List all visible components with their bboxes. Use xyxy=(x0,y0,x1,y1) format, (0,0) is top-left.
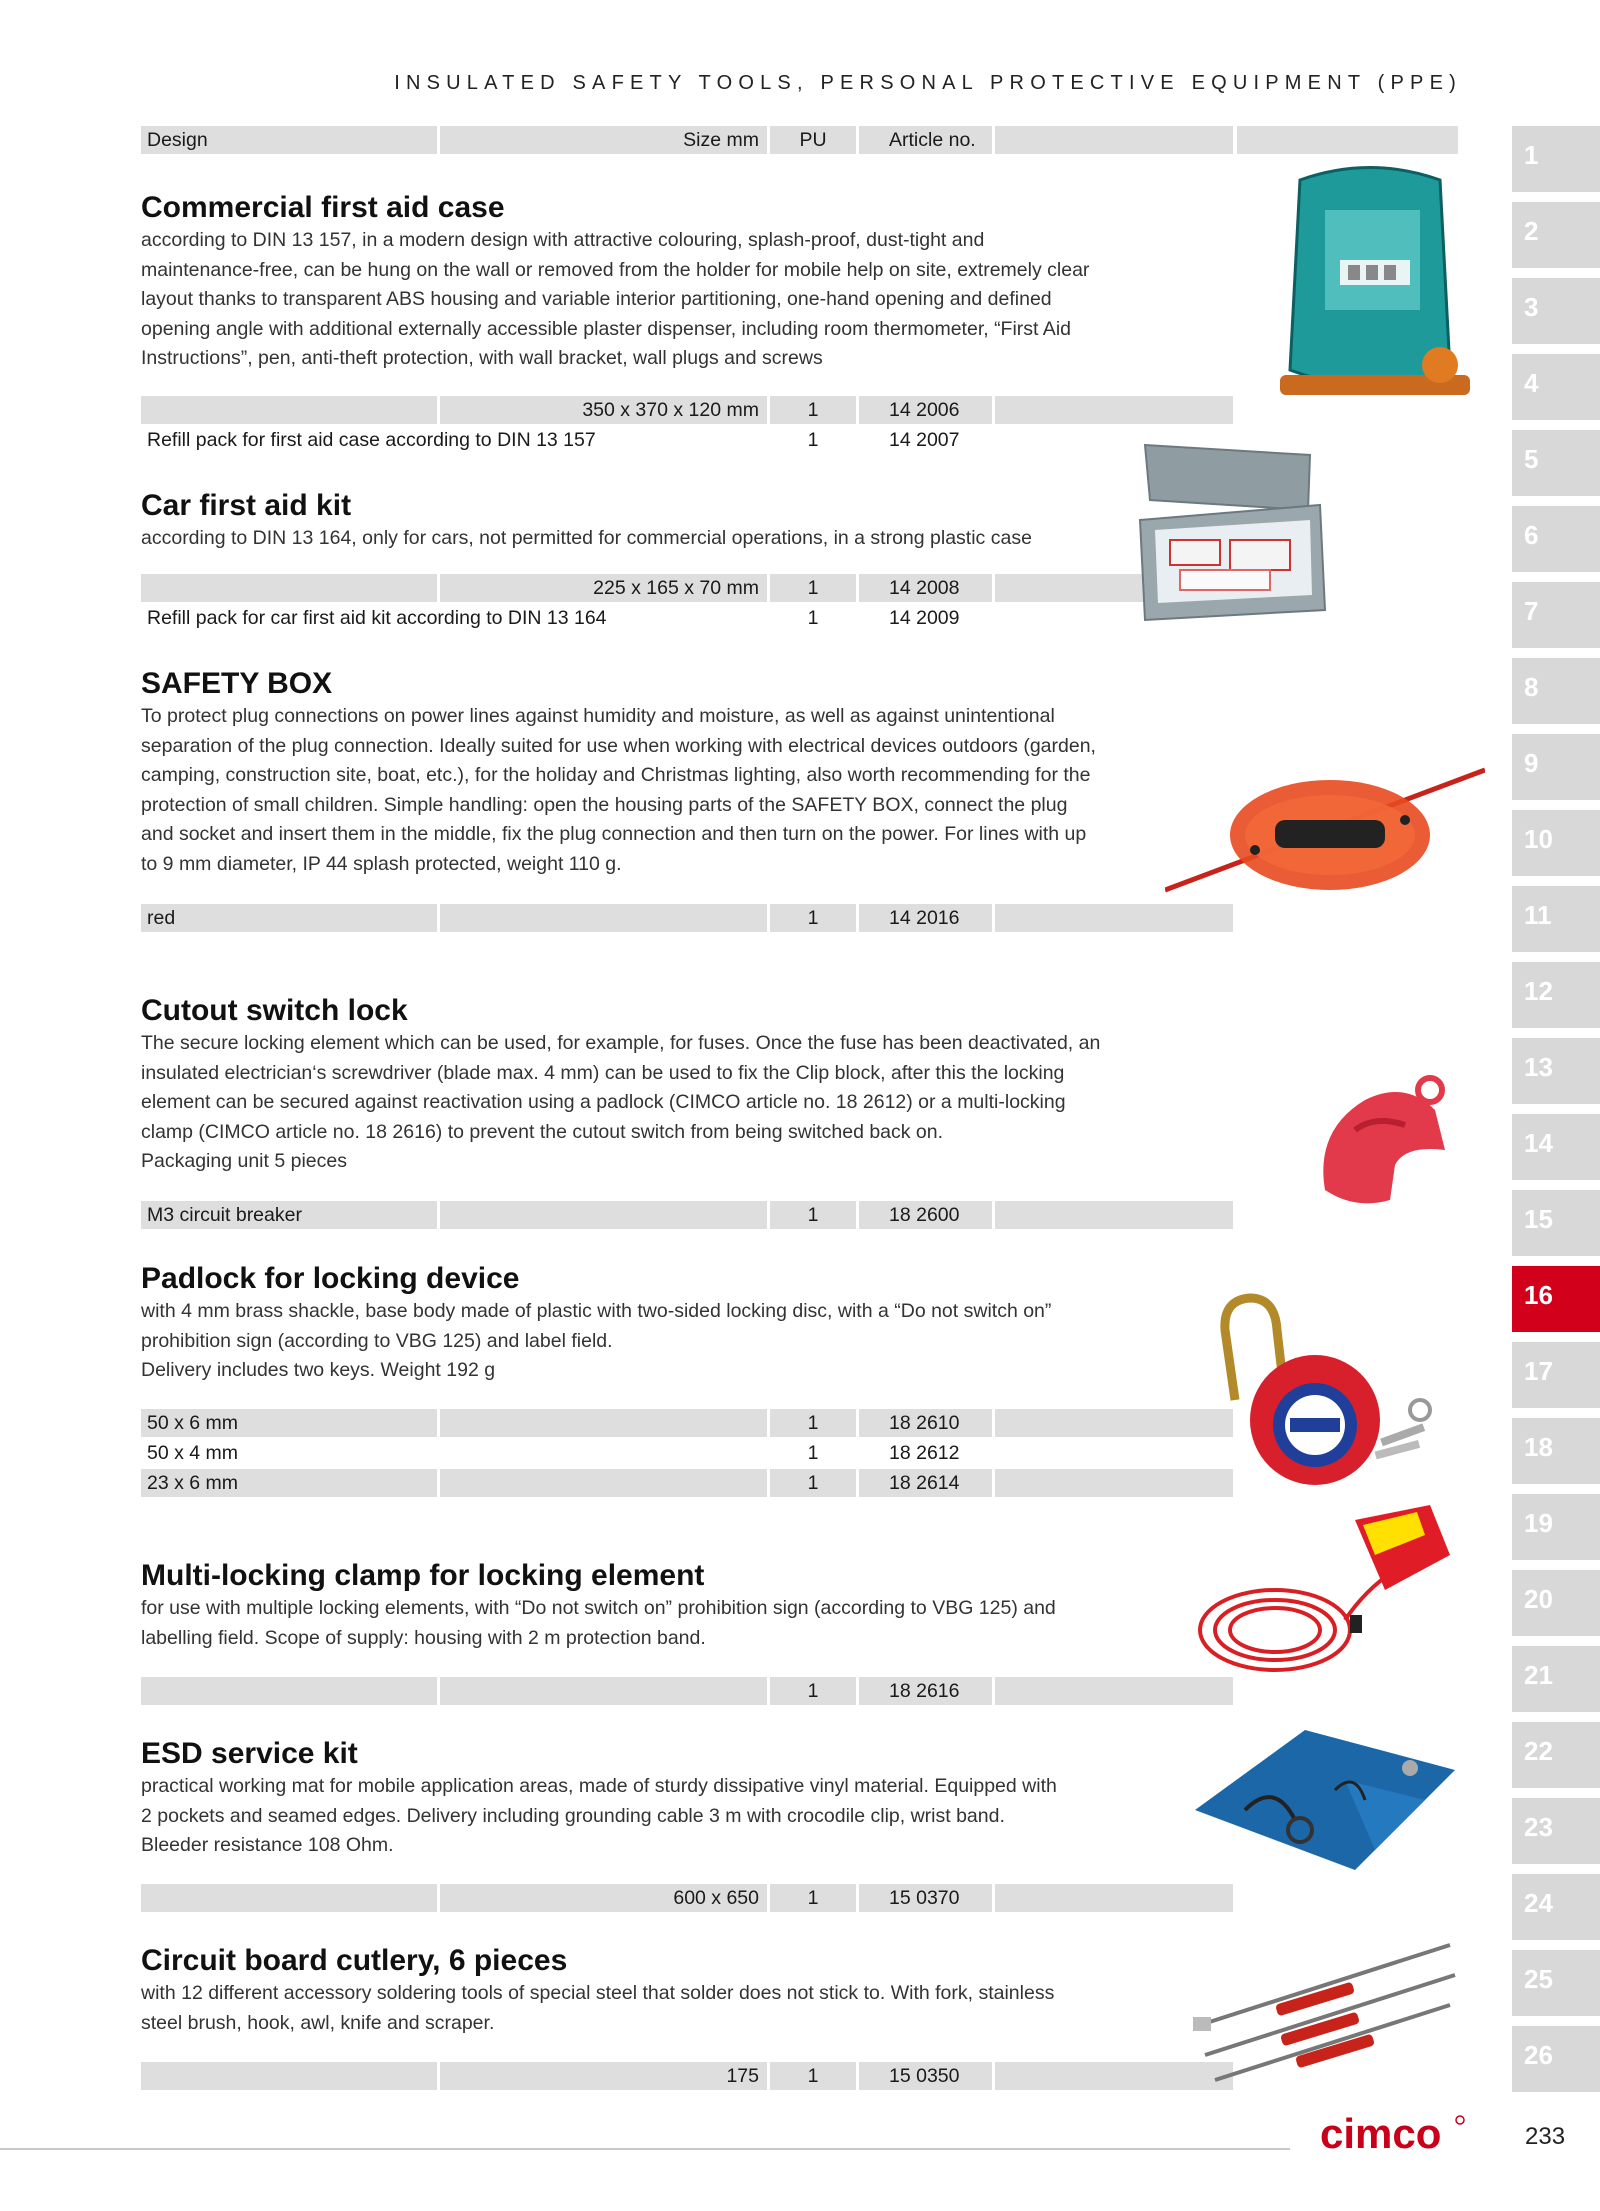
product-title: SAFETY BOX xyxy=(141,667,333,700)
chapter-tab-24[interactable]: 24 xyxy=(1512,1874,1600,1940)
cell-design: Refill pack for first aid case according to DIN 13 157 xyxy=(147,429,596,451)
product-title: Circuit board cutlery, 6 pieces xyxy=(141,1944,568,1977)
product-description: according to DIN 13 157, in a modern design with attractive colouring, splash-proof, dust-tight and maintenance-free, can be hung on the wall or removed from the holder for mobile help on site, extremely clear layout thanks to transparent ABS housing and variable interior partitioning, one-hand opening and defined opening angle with additional externally accessible plaster dispenser, including room thermometer, “First Aid Instructions”, pen, anti-theft protection, with wall bracket, wall plugs and screws xyxy=(141,229,1090,370)
product-table xyxy=(141,1201,1093,1231)
product-description-extra: Delivery includes two keys. Weight 192 g xyxy=(141,1359,496,1382)
table-row xyxy=(141,396,1093,426)
product-section-padlock xyxy=(141,1261,1101,1386)
product-table xyxy=(141,1409,1093,1499)
cell-pu: 1 xyxy=(770,1201,856,1229)
chapter-tab-23[interactable]: 23 xyxy=(1512,1798,1600,1864)
column-pu: PU xyxy=(770,126,856,154)
cell-pu: 1 xyxy=(770,1409,856,1437)
cell-size: 175 xyxy=(440,2062,767,2090)
cell-blank xyxy=(995,1469,1233,1497)
product-table xyxy=(141,574,1093,634)
product-section-cutout-switch-lock xyxy=(141,993,1101,1177)
cell-design: red xyxy=(141,904,437,932)
cell-size xyxy=(440,1201,767,1229)
chapter-tab-2[interactable]: 2 xyxy=(1512,202,1600,268)
cell-pu: 1 xyxy=(770,574,856,602)
cell-pu: 1 xyxy=(807,429,819,451)
cell-blank xyxy=(995,1409,1233,1437)
table-row xyxy=(141,604,1093,634)
table-row xyxy=(141,1884,1093,1914)
cell-design: Refill pack for car first aid kit according to DIN 13 164 xyxy=(147,607,607,629)
cell-design: 50 x 4 mm xyxy=(147,1442,239,1464)
chapter-tab-26[interactable]: 26 xyxy=(1512,2026,1600,2092)
cimco-logo xyxy=(1320,2110,1470,2160)
cell-pu: 1 xyxy=(807,1442,819,1464)
product-table xyxy=(141,904,1093,934)
product-description: practical working mat for mobile application areas, made of sturdy dissipative vinyl material. Equipped with 2 pockets and seamed edges. Delivery including grounding cable 3 m with crocodile clip, wrist band. xyxy=(141,1775,1057,1827)
cell-article: 14 2006 xyxy=(859,396,992,424)
footer-divider xyxy=(0,2148,1290,2150)
cell-design xyxy=(141,1677,437,1705)
product-description: To protect plug connections on power lines against humidity and moisture, as well as against unintentional separation of the plug connection. Ideally suited for use when working with electrical devices outdoors (garden, camping, construction site, boat, etc.), for the holiday and Christmas lighting, also worth recommending for the protection of small children. Simple handling: open the housing parts of the SAFETY BOX, connect the plug and socket and insert them in the middle, fix the plug connection and then turn on the power. For lines with up to 9 mm diameter, IP 44 splash protected, weight 110 g. xyxy=(141,705,1096,875)
table-row xyxy=(141,1409,1093,1439)
cell-article: 18 2600 xyxy=(859,1201,992,1229)
cutout-switch-lock-image xyxy=(1295,1070,1465,1210)
chapter-tab-10[interactable]: 10 xyxy=(1512,810,1600,876)
multi-locking-clamp-image xyxy=(1195,1500,1465,1690)
cell-size: 350 x 370 x 120 mm xyxy=(440,396,767,424)
padlock-image xyxy=(1205,1290,1465,1490)
cell-blank xyxy=(995,396,1233,424)
cell-article: 18 2614 xyxy=(859,1469,992,1497)
cell-article: 18 2616 xyxy=(859,1677,992,1705)
cell-article: 18 2610 xyxy=(859,1409,992,1437)
cell-design xyxy=(141,574,437,602)
table-row xyxy=(141,1469,1093,1499)
table-row xyxy=(141,426,1093,456)
cell-size xyxy=(440,1677,767,1705)
cell-blank xyxy=(995,1201,1233,1229)
first-aid-case-image xyxy=(1270,150,1470,430)
cell-pu: 1 xyxy=(770,1469,856,1497)
product-section-car-first-aid-kit xyxy=(141,488,1101,554)
chapter-tab-18[interactable]: 18 xyxy=(1512,1418,1600,1484)
chapter-tab-16[interactable]: 16 xyxy=(1512,1266,1600,1332)
cell-pu: 1 xyxy=(770,2062,856,2090)
product-table xyxy=(141,2062,1093,2092)
cell-pu: 1 xyxy=(770,1884,856,1912)
column-size: Size mm xyxy=(440,126,767,154)
table-row xyxy=(141,574,1093,604)
product-description: The secure locking element which can be used, for example, for fuses. Once the fuse has been deactivated, an insulated electrician‘s screwdriver (blade max. 4 mm) can be used to fix the Clip block, after this the locking element can be secured against reactivation using a padlock (CIMCO article no. 18 2612) or a multi-locking clamp (CIMCO article no. 18 2616) to prevent the cutout switch from being switched back on. xyxy=(141,1032,1101,1143)
table-row xyxy=(141,1201,1093,1231)
cell-size xyxy=(440,904,767,932)
product-description-extra: Packaging unit 5 pieces xyxy=(141,1150,347,1173)
cell-article: 14 2008 xyxy=(859,574,992,602)
cell-design xyxy=(141,396,437,424)
chapter-tab-5[interactable]: 5 xyxy=(1512,430,1600,496)
chapter-tab-15[interactable]: 15 xyxy=(1512,1190,1600,1256)
cell-size xyxy=(440,1469,767,1497)
cell-design: M3 circuit breaker xyxy=(141,1201,437,1229)
product-table xyxy=(141,396,1093,456)
chapter-tab-19[interactable]: 19 xyxy=(1512,1494,1600,1560)
cell-design xyxy=(141,1884,437,1912)
table-row xyxy=(141,2062,1093,2092)
table-row xyxy=(141,1677,1093,1707)
chapter-tab-25[interactable]: 25 xyxy=(1512,1950,1600,2016)
cell-article: 15 0350 xyxy=(859,2062,992,2090)
table-column-header xyxy=(141,126,1458,156)
product-section-safety-box xyxy=(141,666,1101,880)
product-section-circuit-board-cutlery xyxy=(141,1943,1101,2038)
chapter-tab-14[interactable]: 14 xyxy=(1512,1114,1600,1180)
cell-pu: 1 xyxy=(770,904,856,932)
product-description: according to DIN 13 164, only for cars, not permitted for commercial operations, in a strong plastic case xyxy=(141,527,1032,549)
column-design: Design xyxy=(141,126,437,154)
chapter-tab-4[interactable]: 4 xyxy=(1512,354,1600,420)
circuit-board-cutlery-image xyxy=(1185,1935,1465,2085)
product-section-first-aid-case xyxy=(141,190,1101,374)
table-row xyxy=(141,1439,1093,1469)
product-table xyxy=(141,1884,1093,1914)
page-number: 233 xyxy=(1525,2123,1566,2150)
product-description-extra: Bleeder resistance 108 Ohm. xyxy=(141,1834,394,1857)
chapter-tab-11[interactable]: 11 xyxy=(1512,886,1600,952)
cell-article: 14 2016 xyxy=(859,904,992,932)
product-description: with 12 different accessory soldering tools of special steel that solder does not stick to. With fork, stainless steel brush, hook, awl, knife and scraper. xyxy=(141,1982,1055,2034)
cell-blank xyxy=(995,1884,1233,1912)
column-blank-1 xyxy=(995,126,1233,154)
product-title: Padlock for locking device xyxy=(141,1262,520,1295)
cell-size: 225 x 165 x 70 mm xyxy=(440,574,767,602)
product-title: Cutout switch lock xyxy=(141,994,408,1027)
chapter-tab-9[interactable]: 9 xyxy=(1512,734,1600,800)
chapter-tab-3[interactable]: 3 xyxy=(1512,278,1600,344)
chapter-tab-22[interactable]: 22 xyxy=(1512,1722,1600,1788)
table-row xyxy=(141,904,1093,934)
chapter-tab-13[interactable]: 13 xyxy=(1512,1038,1600,1104)
cell-size xyxy=(440,1409,767,1437)
esd-service-kit-image xyxy=(1185,1710,1465,1880)
chapter-tab-7[interactable]: 7 xyxy=(1512,582,1600,648)
chapter-tab-1[interactable]: 1 xyxy=(1512,126,1600,192)
chapter-tab-20[interactable]: 20 xyxy=(1512,1570,1600,1636)
cell-design xyxy=(141,2062,437,2090)
product-description: for use with multiple locking elements, with “Do not switch on” prohibition sign (according to VBG 125) and labelling field. Scope of supply: housing with 2 m protection band. xyxy=(141,1597,1056,1649)
page-header-title: INSULATED SAFETY TOOLS, PERSONAL PROTECTIVE EQUIPMENT (PPE) xyxy=(394,72,1462,94)
cell-design: 23 x 6 mm xyxy=(141,1469,437,1497)
product-description: with 4 mm brass shackle, base body made of plastic with two-sided locking disc, with a “Do not switch on” prohibition sign (according to VBG 125) and label field. xyxy=(141,1300,1052,1352)
cell-design: 50 x 6 mm xyxy=(141,1409,437,1437)
cell-pu: 1 xyxy=(770,1677,856,1705)
product-title: ESD service kit xyxy=(141,1737,358,1770)
product-title: Car first aid kit xyxy=(141,489,352,522)
cell-size: 600 x 650 xyxy=(440,1884,767,1912)
cell-article: 15 0370 xyxy=(859,1884,992,1912)
product-title: Commercial first aid case xyxy=(141,191,505,224)
cell-pu: 1 xyxy=(770,396,856,424)
product-table xyxy=(141,1677,1093,1707)
chapter-tab-21[interactable]: 21 xyxy=(1512,1646,1600,1712)
chapter-tab-8[interactable]: 8 xyxy=(1512,658,1600,724)
cell-article: 18 2612 xyxy=(889,1442,960,1464)
logo-text: cimco xyxy=(1320,2110,1442,2157)
safety-box-image xyxy=(1165,740,1485,920)
product-title: Multi-locking clamp for locking element xyxy=(141,1559,705,1592)
chapter-tab-12[interactable]: 12 xyxy=(1512,962,1600,1028)
chapter-tab-6[interactable]: 6 xyxy=(1512,506,1600,572)
cell-article: 14 2009 xyxy=(889,607,960,629)
cell-article: 14 2007 xyxy=(889,429,960,451)
car-first-aid-kit-image xyxy=(1130,440,1330,630)
column-article: Article no. xyxy=(859,126,992,154)
chapter-tab-17[interactable]: 17 xyxy=(1512,1342,1600,1408)
product-section-multi-locking-clamp xyxy=(141,1558,1101,1653)
product-section-esd-service-kit xyxy=(141,1736,1101,1861)
cell-pu: 1 xyxy=(807,607,819,629)
